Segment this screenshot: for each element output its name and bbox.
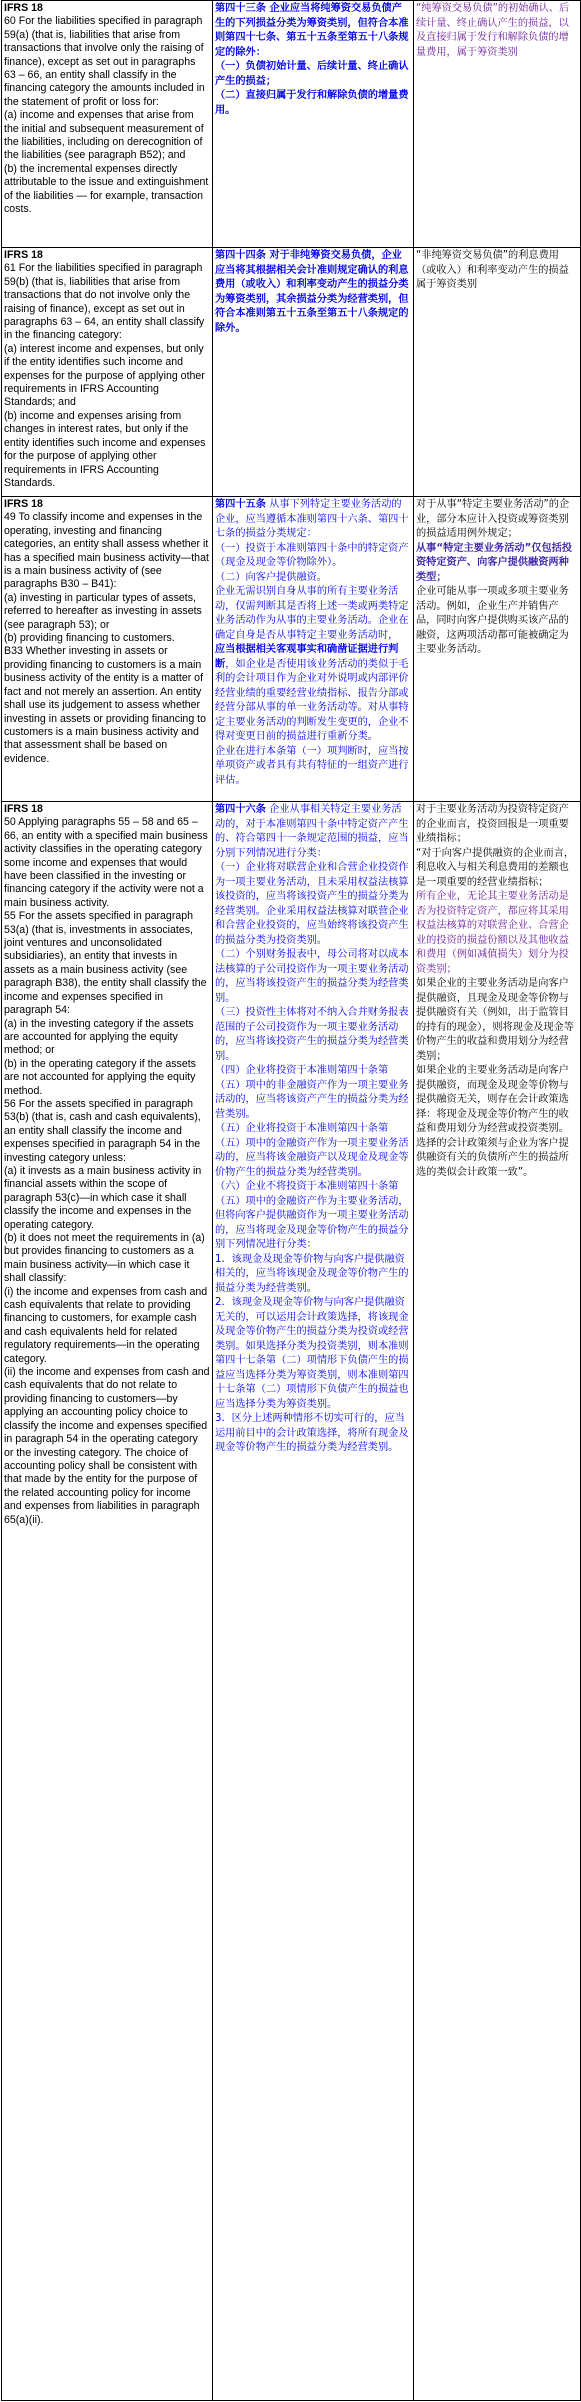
cas-cell	[213, 497, 414, 802]
note-cell	[414, 802, 581, 2401]
comparison-table	[1, 0, 581, 2401]
text-segment: 企业无需识别自身从事的所有主要业务活动，仅需判断其是否将上述一类或两类特定业务活动作为从事的主要业务活动。企业在确定自身是否从事特定主要业务活动时，	[215, 586, 409, 641]
ifrs-text: 61 For the liabilities specified in paragraph 59(b) (that is, liabilities that arise from transactions that do not involve only the raising of finance), except as set out in paragraphs 63 – 64, an entity shall classify in the financing category: (a) interest income and expenses, but only if the entity identifies such income and expenses for the purpose of applying other requirements in IFRS Accounting Standards; and (b) income and expenses arising from changes in interest rates, but only if the entity identifies such income and expenses for the purpose of applying other requirements in IFRS Accounting Standards.	[4, 262, 206, 489]
note-cell	[414, 1, 581, 248]
cas-cell	[213, 802, 414, 2401]
text-segment: （五）企业将投资于本准则第四十条第（五）项中的金融资产作为一项主要业务活动的，应当将该金融资产以及现金及现金等价物产生的损益分类为经营类别。	[215, 1123, 409, 1178]
text-segment: “纯筹资交易负债”的初始确认、后续计量、终止确认产生的损益，以及直接归属于发行和解除负债的增量费用，属于筹资类别	[416, 3, 570, 58]
ifrs-heading: IFRS 18	[4, 498, 43, 510]
table-row	[2, 497, 581, 802]
text-segment: 企业在进行本条第（一）项判断时，应当按单项资产或者具有共有特征的一组资产进行评估。	[215, 745, 409, 786]
text-segment: 其根据相关会计准则规定确认的利息费用（或收入）和利率变动产生的损益	[215, 264, 409, 290]
text-segment: （三）投资性主体将对不纳入合并财务报表范围的子公司投资作为一项主要业务活动的，应当将该投资产生的损益分类为经营类别。	[215, 1007, 409, 1062]
text-segment: 企业从事相关特定主要业务活动的，对于本准则第四十条中特定资产产生的、符合第四十一条规定范围的损益，应当分别下列情况进行分类：	[215, 804, 409, 859]
ifrs-heading: IFRS 18	[4, 803, 43, 815]
text-segment: “对于向客户提供融资的企业而言，利息收入与相关利息费用的差额也是一项重要的经营业绩指标；	[416, 847, 575, 888]
text-segment: （六）企业不将投资于本准则第四十条第（五）项中的金融资产作为主要业务活动，但将向客户提供融资作为一项主要业务活动的，应当将现金及现金等价物产生的损益分别下列情况进行分类：	[215, 1181, 409, 1250]
text-segment: 分类为筹资类别，其余损益分类为经营类别，但符合本准则第五十五条至第五十八条规定的除外。	[215, 279, 409, 334]
text-segment: 3．区分上述两种情形不切实可行的，应当运用前目中的会计政策选择，将所有现金及现金等价物产生的损益分类为经营类别。	[215, 1413, 409, 1453]
ifrs-text: 50 Applying paragraphs 55 – 58 and 65 – 66, an entity with a specified main business activity classifies in the operating category some income and expenses that would have been classified in the investing or financing category if the activity were not a main business activity. 55 For the assets specified in paragraph 53(a) (that is, investments in associates, joint ventures and unconsolidated subsidiaries), an entity that invests in assets as a main business activity (see paragraph B38), the entity shall classify the income and expenses specified in paragraph 54: (a) in the investing category if the assets are accounted for applying the equity method; or (b) in the operating category if the assets are not accounted for applying the equity method. 56 For the assets specified in paragraph 53(b) (that is, cash and cash equivalents), an entity shall classify the income and expenses specified in paragraph 54 in the investing category unless: (a) it invests as a main business activity in financial assets within the scope of paragraph 53(c)—in which case it shall classify the income and expenses in the operating category. (b) it does not meet the requirements in (a) but provides financing to customers as a main business activity—in which case it shall classify: (i) the income and expenses from cash and cash equivalents that relate to providing financing to customers, for example cash and cash equivalents held for related regulatory requirements—in the operating category. (ii) the income and expenses from cash and cash equivalents that do not relate to providing financing to customers—by applying an accounting policy choice to classify the income and expenses specified in paragraph 54 in the operating category or the investing category. The choice of accounting policy shall be consistent with that made by the entity for the purpose of the related accounting policy for income and expenses from liabilities in paragraph 65(a)(ii).	[4, 816, 210, 1526]
ifrs-heading: IFRS 18	[4, 2, 43, 14]
text-segment: （二）个别财务报表中，母公司将对以成本法核算的子公司投资作为一项主要业务活动的，应当将该投资产生的损益分类为经营类别。	[215, 949, 409, 1004]
table-row	[2, 1, 581, 248]
text-segment: （二）向客户提供融资。	[215, 571, 328, 583]
ifrs-cell	[2, 248, 213, 497]
text-segment: “非纯筹资交易负债”的利息费用（或收入）和利率变动产生的损益属于筹资类别	[416, 250, 569, 290]
note-cell	[414, 497, 581, 802]
cas-cell	[213, 248, 414, 497]
table-row	[2, 802, 581, 2401]
text-segment: 2．该现金及现金等价物与向客户提供融资无关的，可以运用会计政策选择，将该现金及现金等价物产生的损益分类为投资或经营类别。如果选择分类为投资类别，则本准则第四十七条第（二）项情形下负债产生的损益应当选择分类为筹资类别，则本准则第四十七条第（二）项情形下负债产生的损益也应当选择分类为筹资类别。	[215, 1297, 409, 1410]
ifrs-text: 60 For the liabilities specified in paragraph 59(a) (that is, liabilities that arise from transactions that involve only the raising of finance), except as set out in paragraphs 63 – 66, an entity shall classify in the financing category the amounts included in the statement of profit or loss for: (a) income and expenses that arise from the initial and subsequent measurement of the liabilities, including on derecognition of the liabilities (see paragraph B52); and (b) the incremental expenses directly attributable to the issue and extinguishment of the liabilities — for example, transaction costs.	[4, 15, 209, 216]
text-segment: 对于主要业务活动为投资特定资产的企业而言，投资回报是一项重要业绩指标；	[416, 804, 569, 844]
ifrs-cell	[2, 497, 213, 802]
text-segment: 企业可能从事一项或多项主要业务活动。例如，企业生产并销售产品，同时向客户提供购买该产品的融资，这两项活动都可能被确定为主要业务活动。	[416, 586, 569, 655]
text-segment: 所有企业，无论其主要业务活动是否为投资特定资产，都应将其采用权益法核算的对联营企业、合营企业的投资的损益份额以及其他收益和费用（例如减值损失）划分为投资类别；	[416, 891, 569, 975]
text-segment: ，如企业是否使用该业务活动的类似于毛利的会计项目作为企业对外说明或内部评价经营业绩的重要经营业绩指标、报告分部或经营分部从事的单一业务活动等。对从事特定主要业务活动的判断发生变更的，企业不得对变更日前的损益进行重新分类。	[215, 658, 409, 742]
ifrs-text: 49 To classify income and expenses in the operating, investing and financing categories, an entity shall assess whether it has a specified main business activity—that is a main business activity of (see paragraphs B30 – B41): (a) investing in particular types of assets, referred to hereafter as investing in assets (see paragraph 53); or (b) providing financing to customers. B33 Whether investing in assets or providing financing to customers is a main business activity of the entity is a matter of fact and not merely an assertion. An entity shall use its judgement to assess whether investing in assets or providing financing to customers is a main business activity and that assessment shall be based on evidence.	[4, 511, 209, 765]
text-segment: 从事下列特定主要业务活动的企业，应当遵循本准则第四十六条、第四十七条的损益分类规定：	[215, 499, 409, 539]
table-row	[2, 248, 581, 497]
text-segment: 对于从事“特定主要业务活动”的企业，部分本应计入投资或筹资类别的损益适用例外规定；	[416, 499, 570, 539]
text-segment: 1．该现金及现金等价物与向客户提供融资相关的，应当将该现金及现金等价物产生的损益分类为经营类别。	[215, 1253, 409, 1294]
text-segment: （二）直接归属于发行和解除负债的增量费用。	[215, 90, 409, 116]
text-segment: 从事“特定主要业务活动”仅包括投资特定资产、向客户提供融资两种类型；	[416, 542, 573, 583]
text-segment: 第四十五条	[215, 499, 266, 510]
text-segment: 企业应当将纯筹资交易负债产生的下列损益分类为筹资类别，但符合本准则第四十七条、第五十五条至第五十八条规定的除外：	[215, 3, 409, 58]
ifrs-cell	[2, 1, 213, 248]
comparison-table-body	[2, 1, 581, 2401]
ifrs-cell	[2, 802, 213, 2401]
cas-cell	[213, 1, 414, 248]
ifrs-heading: IFRS 18	[4, 249, 43, 261]
text-segment: 应当根据相关客观事实和确凿证据进行判断	[215, 644, 399, 670]
text-segment: 如果企业的主要业务活动是向客户提供融资，且现金及现金等价物与提供融资有关（例如，出于监管目的持有的现金），则将现金及现金等价物产生的收益和费用划分为经营类别；	[416, 978, 574, 1062]
text-segment: 第四十三条	[215, 3, 266, 14]
text-segment: （一）负债初始计量、后续计量、终止确认产生的损益；	[215, 61, 409, 87]
text-segment: （四）企业将投资于本准则第四十条第（五）项中的非金融资产作为一项主要业务活动的，应当将该资产产生的损益分类为经营类别。	[215, 1065, 409, 1120]
text-segment: 如果企业的主要业务活动是向客户提供融资，而现金及现金等价物与提供融资无关，则存在会计政策选择：将现金及现金等价物产生的收益和费用划分为经营或投资类别。选择的会计政策须与企业为客户提供融资有关的负债所产生的损益所选的类似会计政策一致”。	[416, 1065, 569, 1178]
text-segment: （一）企业将对联营企业和合营企业投资作为一项主要业务活动，且未采用权益法核算该投资的，应当将该投资产生的损益分类为经营类别。企业采用权益法核算对联营企业和合营企业投资的，应当始终将该投资产生的损益分类为投资类别。	[215, 862, 409, 946]
text-segment: 对于非纯筹资交易负债，企业应当将	[215, 250, 402, 276]
text-segment: 第四十六条	[215, 804, 266, 815]
note-cell	[414, 248, 581, 497]
text-segment: 第四十四条	[215, 250, 266, 261]
text-segment: （一）投资于本准则第四十条中的特定资产（现金及现金等价物除外）。	[215, 542, 409, 568]
